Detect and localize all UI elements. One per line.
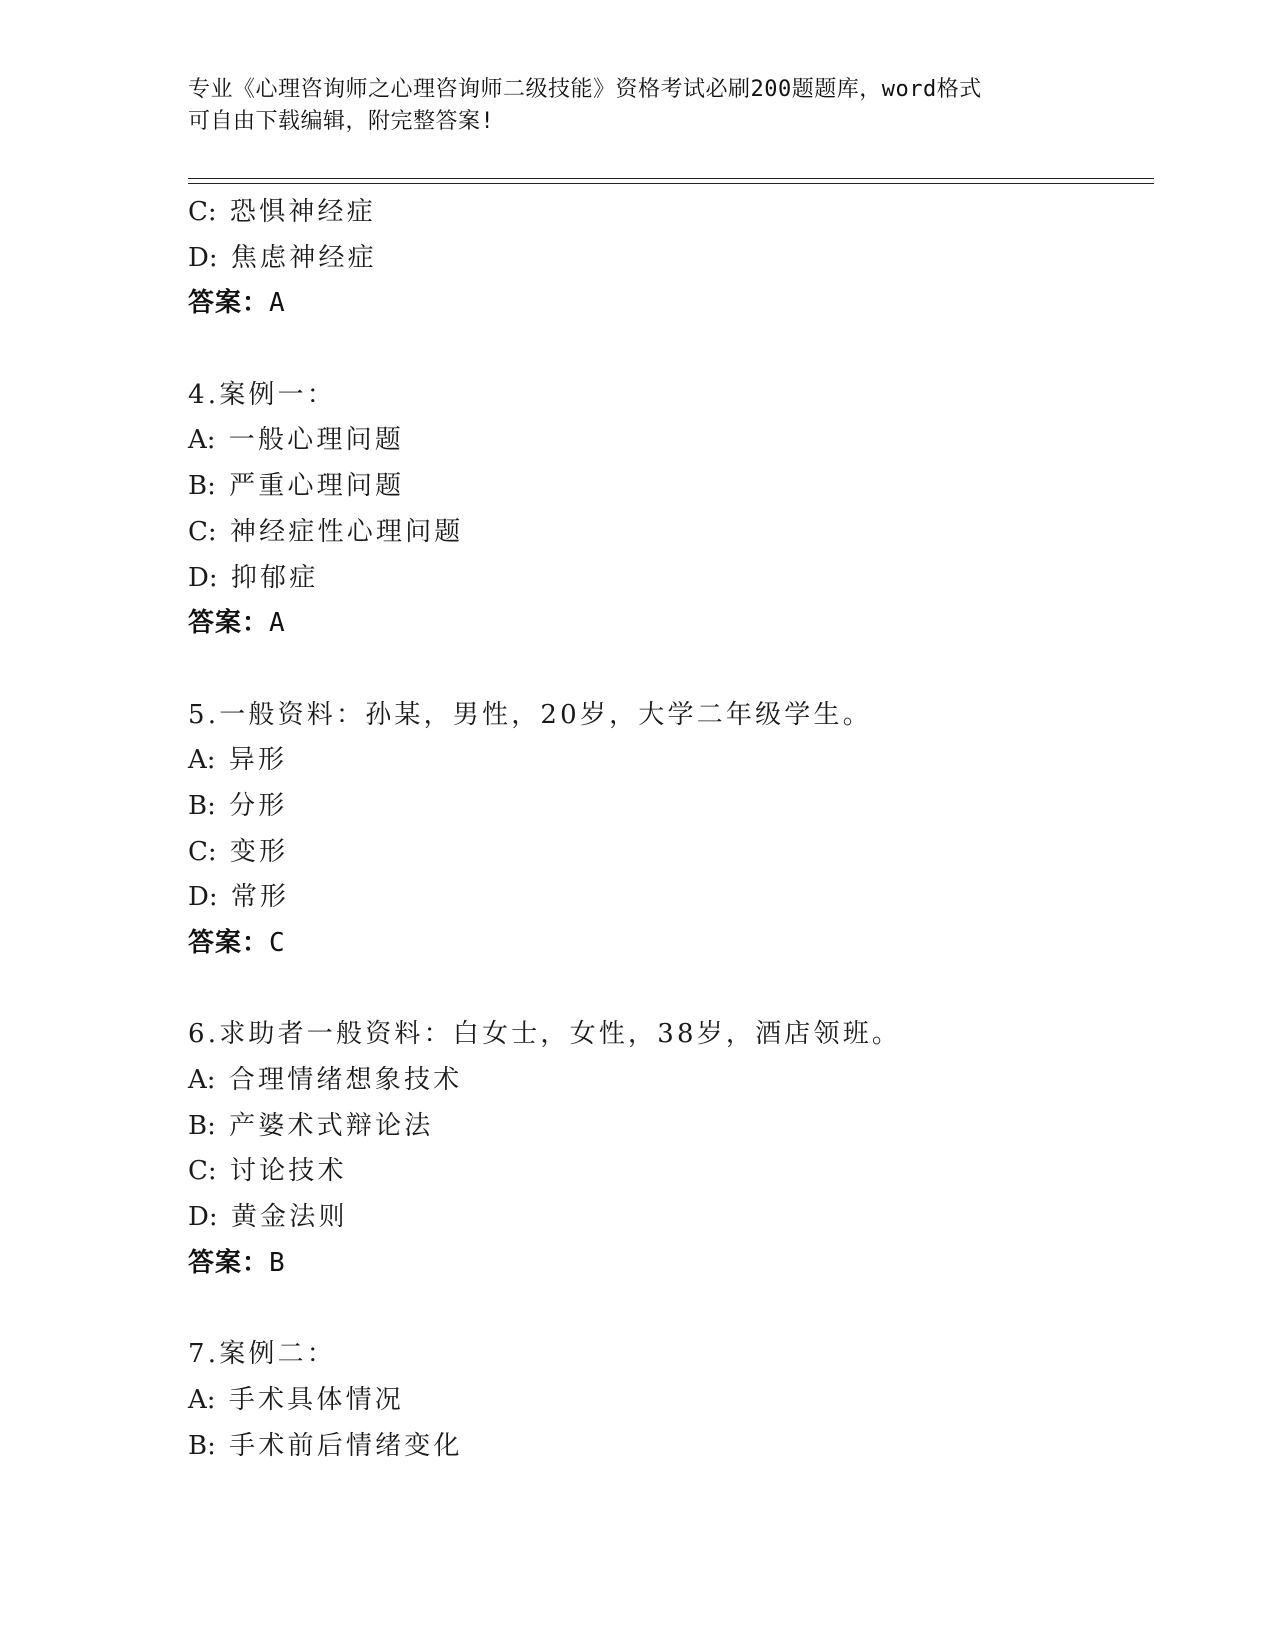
option-separator: :: [207, 1156, 217, 1187]
document-header: [188, 74, 1088, 138]
option-letter: D: [188, 562, 209, 593]
option-letter: C: [188, 1156, 208, 1187]
option-text: 一般心理问题: [228, 425, 404, 456]
spacer: [188, 327, 1128, 373]
q5-option-c: [188, 830, 1128, 876]
answer-value: A: [269, 608, 286, 639]
option-text: 黄金法则: [230, 1202, 348, 1233]
option-text: 手术前后情绪变化: [229, 1430, 463, 1461]
answer-label: 答案：: [188, 928, 270, 958]
q4-option-a: [188, 418, 1128, 464]
option-separator: :: [206, 1384, 216, 1415]
q6-option-b: [188, 1104, 1128, 1150]
option-separator: :: [207, 1430, 216, 1461]
header-title-line-2: 可自由下载编辑，附完整答案!: [188, 109, 495, 134]
option-text: 手术具体情况: [228, 1384, 404, 1415]
q6-answer: [188, 1241, 1128, 1287]
header-divider-top: [188, 178, 1154, 179]
q6-stem: 6.求助者一般资料：白女士，女性，38岁，酒店领班。: [188, 1019, 902, 1050]
option-separator: :: [207, 836, 217, 867]
option-separator: :: [208, 242, 218, 273]
option-text: 神经症性心理问题: [229, 516, 464, 547]
q4-option-c: [188, 510, 1128, 556]
option-text: 严重心理问题: [229, 471, 405, 502]
q4-option-d: [188, 556, 1128, 602]
answer-label: 答案：: [188, 1247, 270, 1278]
spacer: [188, 1287, 1128, 1333]
option-letter: D: [188, 242, 209, 273]
option-text: 常形: [230, 882, 290, 913]
q7-option-a: [188, 1378, 1128, 1424]
option-letter: C: [188, 836, 208, 867]
spacer: [188, 967, 1128, 1013]
option-letter: A: [188, 1384, 207, 1415]
option-separator: :: [206, 1065, 216, 1096]
option-letter: B: [188, 790, 208, 821]
q5-answer: [188, 921, 1128, 967]
spacer: [188, 647, 1128, 693]
option-separator: :: [206, 425, 216, 456]
option-letter: D: [188, 882, 209, 913]
option-text: 异形: [228, 745, 288, 776]
answer-value: C: [269, 928, 286, 958]
q5-option-a: [188, 738, 1128, 784]
option-separator: :: [207, 471, 216, 502]
q5-option-d: [188, 875, 1128, 921]
option-letter: A: [188, 1065, 207, 1096]
option-letter: B: [188, 1430, 208, 1461]
option-separator: :: [207, 1110, 216, 1141]
option-letter: A: [188, 425, 207, 456]
option-letter: D: [188, 1202, 209, 1233]
option-separator: :: [207, 790, 216, 821]
option-separator: :: [207, 197, 217, 227]
option-separator: :: [208, 1202, 218, 1233]
header-divider-bottom: [188, 183, 1154, 184]
q6-option-d: [188, 1195, 1128, 1241]
q5-option-b: [188, 784, 1128, 830]
option-text: 产婆术式辩论法: [229, 1110, 434, 1141]
option-text: 变形: [229, 836, 289, 867]
header-title-line-1: 专业《心理咨询师之心理咨询师二级技能》资格考试必刷200题题库，word格式: [188, 77, 982, 102]
option-text: 分形: [229, 790, 288, 821]
option-text: 恐惧神经症: [229, 197, 376, 227]
q3-option-c: [188, 190, 1128, 236]
question-list: [188, 190, 1128, 1469]
answer-label: 答案：: [188, 608, 270, 639]
option-letter: B: [188, 1110, 208, 1141]
answer-value: B: [269, 1247, 286, 1278]
answer-value: A: [269, 288, 286, 319]
option-text: 抑郁症: [230, 562, 319, 593]
option-separator: :: [206, 745, 216, 776]
answer-label: 答案：: [188, 288, 270, 319]
q3-answer: [188, 281, 1128, 327]
option-text: 合理情绪想象技术: [228, 1065, 463, 1096]
q6-option-a: [188, 1058, 1128, 1104]
option-separator: :: [208, 882, 218, 913]
q7-stem: 7.案例二：: [188, 1339, 337, 1370]
option-separator: :: [208, 562, 218, 593]
q4-answer: [188, 601, 1128, 647]
option-letter: A: [188, 745, 207, 776]
option-text: 讨论技术: [229, 1156, 347, 1187]
q4-stem: 4.案例一：: [188, 379, 337, 410]
option-letter: B: [188, 471, 208, 502]
option-letter: C: [188, 197, 208, 227]
q7-option-b: [188, 1424, 1128, 1470]
option-text: 焦虑神经症: [230, 242, 377, 273]
q5-stem: 5.一般资料：孙某，男性，20岁，大学二年级学生。: [188, 699, 872, 730]
option-separator: :: [207, 516, 217, 547]
q4-option-b: [188, 464, 1128, 510]
q6-option-c: [188, 1149, 1128, 1195]
option-letter: C: [188, 516, 208, 547]
q3-option-d: [188, 236, 1128, 282]
